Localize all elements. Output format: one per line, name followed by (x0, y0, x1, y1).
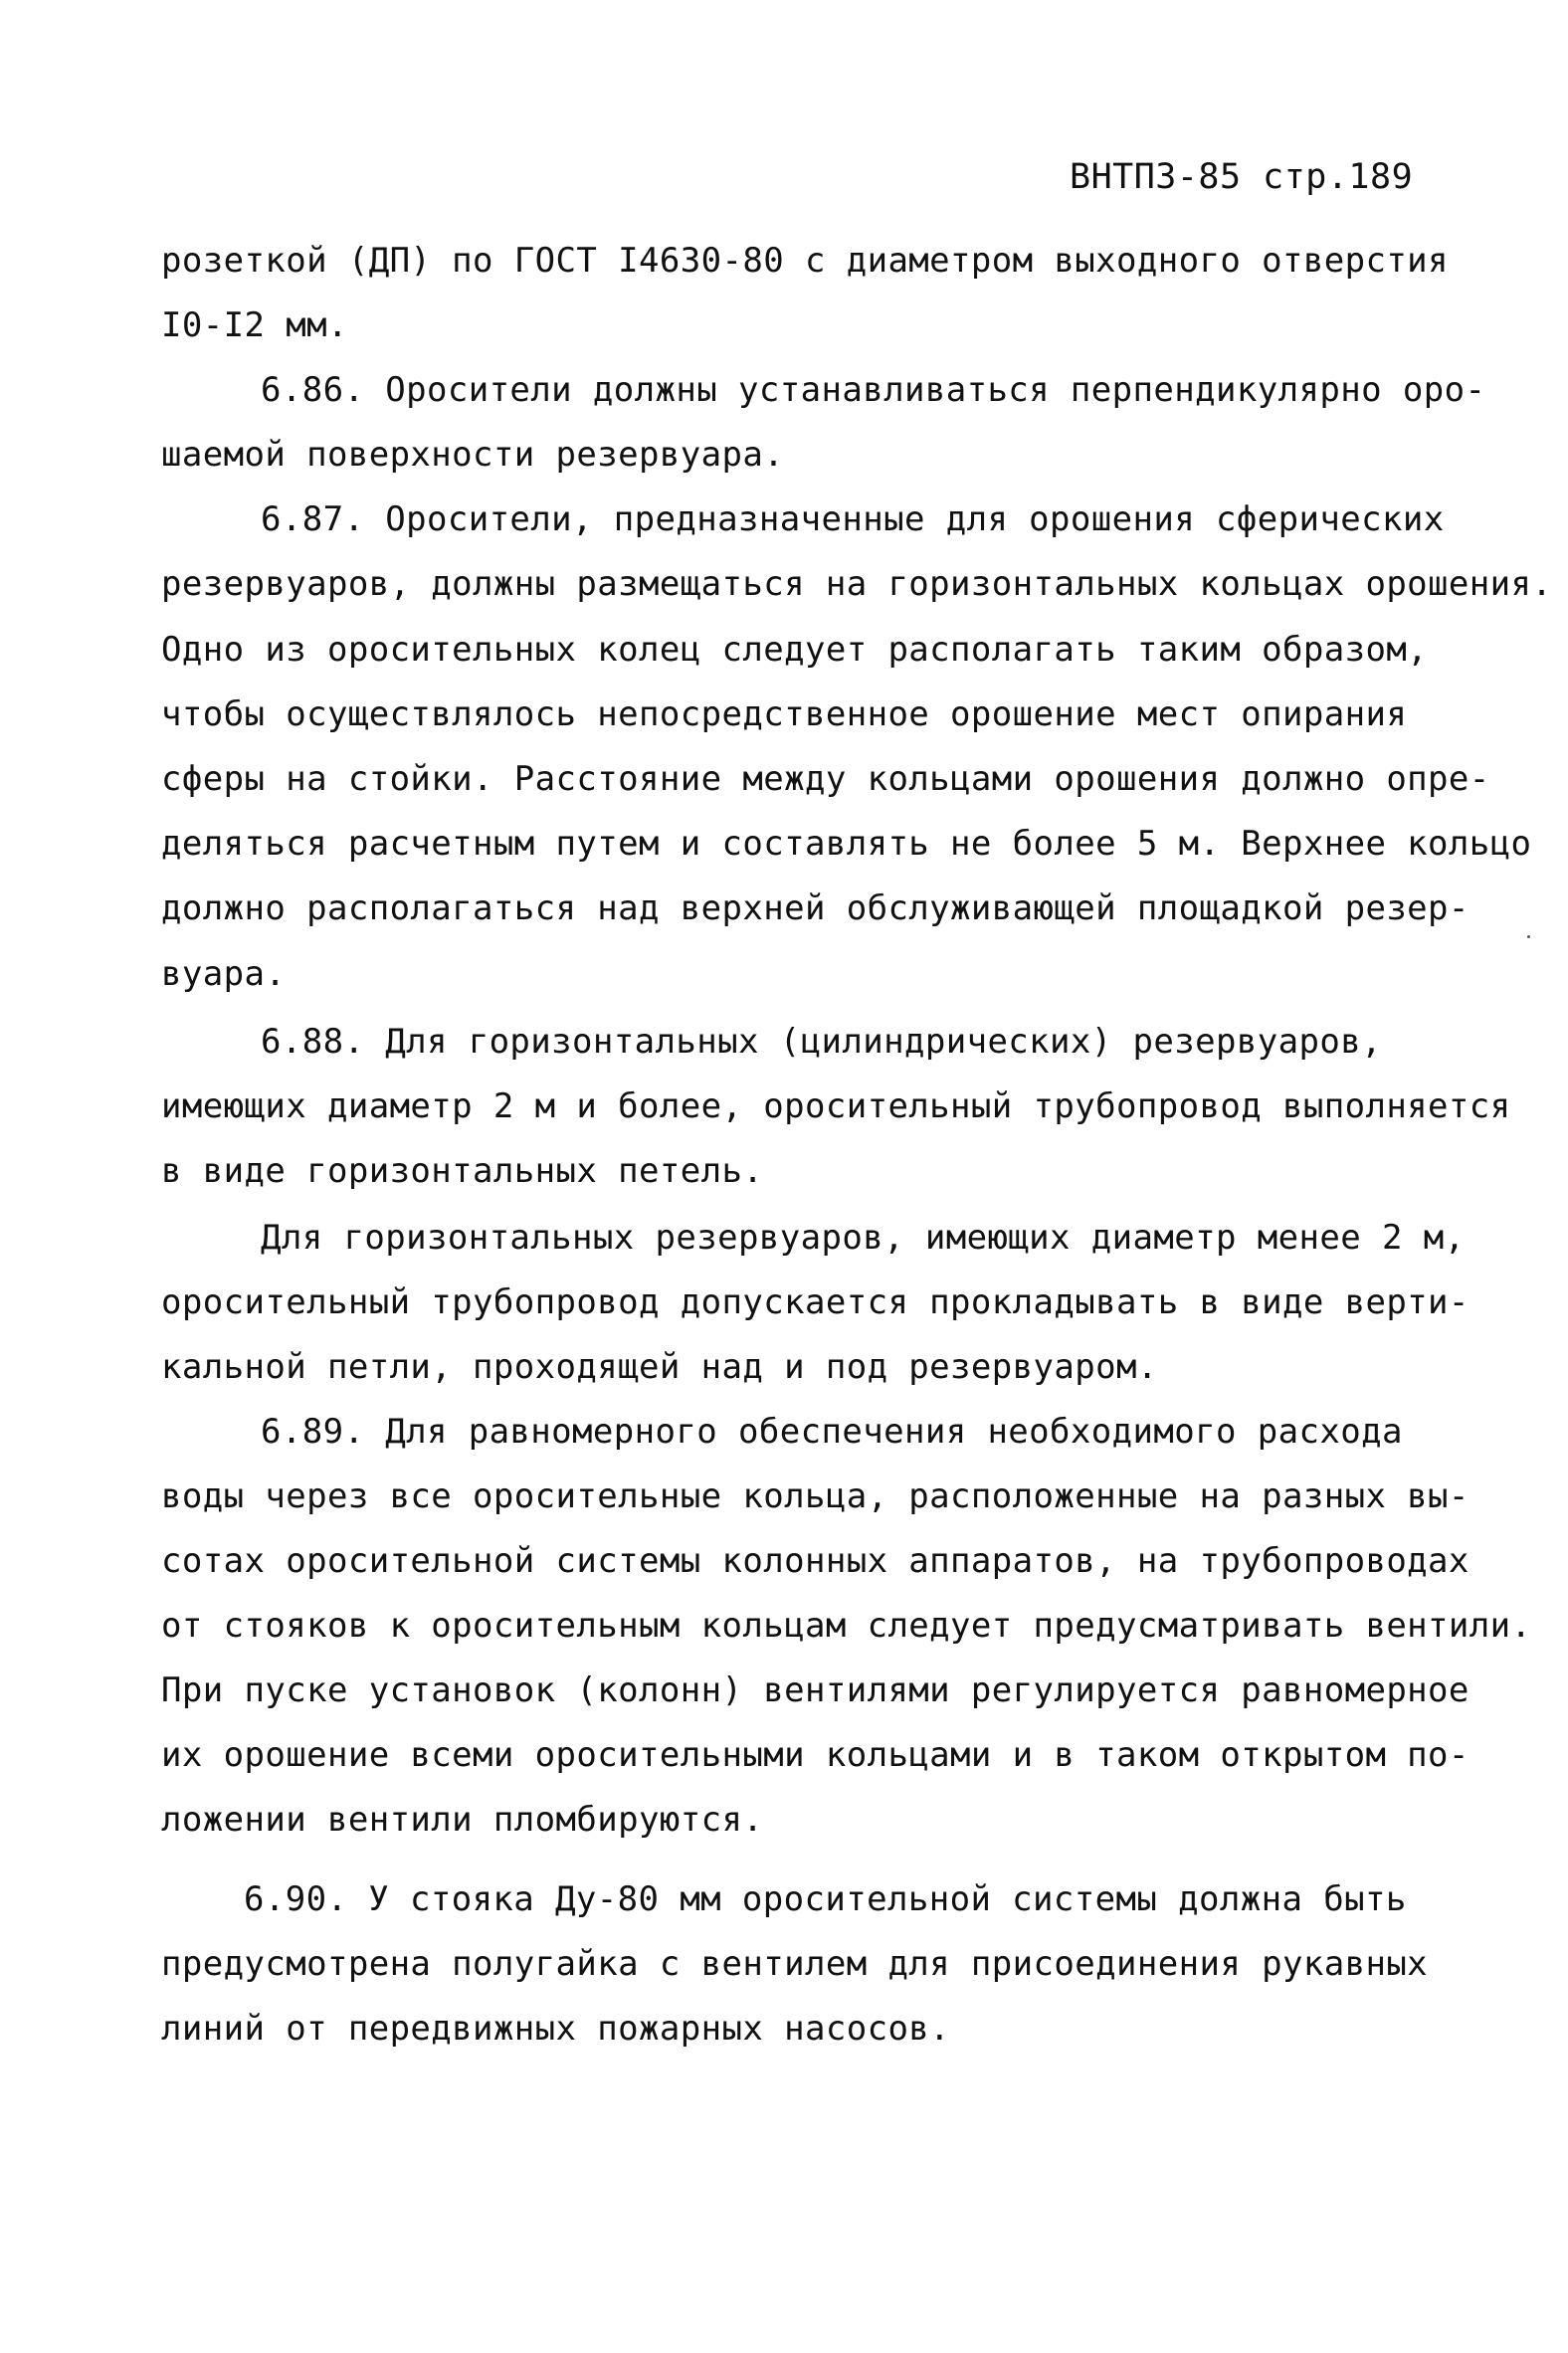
text-line: 6.87. Оросители, предназначенные для орошения сферических (261, 499, 1445, 539)
text-line: должно располагаться над верхней обслуживающей площадкой резер- (161, 888, 1470, 928)
text-line: сферы на стойки. Расстояние между кольцами орошения должно опре- (161, 759, 1490, 799)
text-line: 6.86. Оросители должны устанавливаться перпендикулярно оро- (261, 370, 1486, 410)
text-line: I0-I2 мм. (161, 305, 348, 345)
text-line: чтобы осуществлялось непосредственное орошение мест опирания (161, 694, 1408, 734)
scan-speck (1527, 935, 1530, 938)
text-line: Для горизонтальных резервуаров, имеющих диаметр менее 2 м, (261, 1218, 1466, 1258)
text-line: При пуске установок (колонн) вентилями регулируется равномерное (161, 1670, 1470, 1710)
text-line: 6.88. Для горизонтальных (цилиндрических) резервуаров, (261, 1022, 1382, 1062)
text-line: 6.89. Для равномерного обеспечения необходимого расхода (261, 1412, 1403, 1452)
text-line: воды через все оросительные кольца, расположенные на разных вы- (161, 1476, 1470, 1516)
text-line: оросительный трубопровод допускается прокладывать в виде верти- (161, 1282, 1470, 1322)
text-line: кальной петли, проходящей над и под резервуаром. (161, 1347, 1158, 1387)
text-line: Одно из оросительных колец следует располагать таким образом, (161, 630, 1429, 670)
text-line: ложении вентили пломбируются. (161, 1800, 764, 1840)
text-line: шаемой поверхности резервуара. (161, 435, 785, 475)
page-header: ВНТПЗ-85 стр.189 (1070, 157, 1414, 197)
text-line: в виде горизонтальных петель. (161, 1151, 764, 1191)
text-line: резервуаров, должны размещаться на горизонтальных кольцах орошения. (161, 564, 1553, 604)
text-line: сотах оросительной системы колонных аппаратов, на трубопроводах (161, 1541, 1470, 1581)
text-line: предусмотрена полугайка с вентилем для присоединения рукавных (161, 1944, 1429, 1984)
text-line: 6.90. У стояка Ду-80 мм оросительной системы должна быть (244, 1879, 1407, 1919)
text-line: вуара. (161, 954, 287, 994)
text-line: деляться расчетным путем и составлять не более 5 м. Верхнее кольцо (161, 824, 1532, 864)
text-line: от стояков к оросительным кольцам следует предусматривать вентили. (161, 1606, 1532, 1646)
text-line: розеткой (ДП) по ГОСТ I4630-80 с диаметром выходного отверстия (161, 241, 1449, 281)
text-line: линий от передвижных пожарных насосов. (161, 2009, 951, 2049)
text-line: их орошение всеми оросительными кольцами и в таком открытом по- (161, 1735, 1470, 1775)
text-line: имеющих диаметр 2 м и более, оросительный трубопровод выполняется (161, 1086, 1511, 1126)
